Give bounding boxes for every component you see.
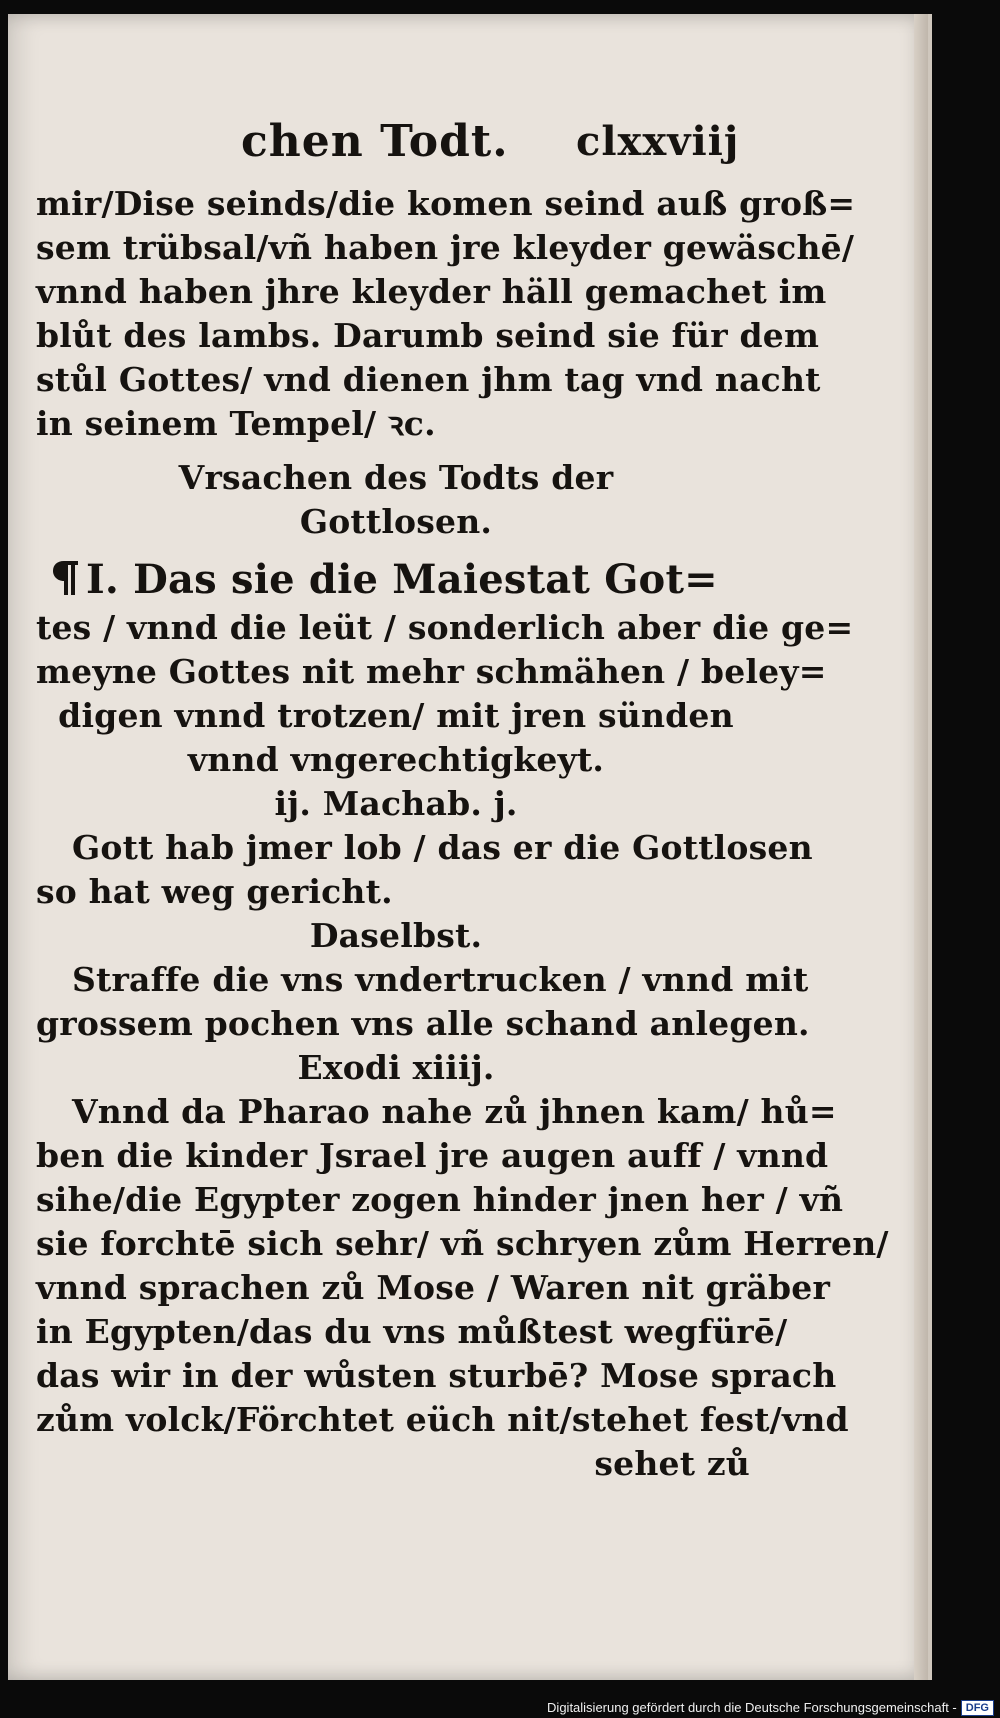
paragraph-text: I. Das sie die Maiestat Got= <box>86 556 718 603</box>
credit-text: Digitalisierung gefördert durch die Deutsche Forschungsgemeinschaft - <box>547 1700 957 1715</box>
folio-number: clxxviij <box>576 118 740 165</box>
running-head: chen Todt. <box>241 116 509 167</box>
numbered-paragraph-first-line <box>36 554 756 606</box>
book-page <box>8 14 932 1680</box>
text-line: digen vnnd trotzen/ mit jren sünden <box>58 696 734 735</box>
scripture-reference: Daselbst. <box>309 916 483 955</box>
section-heading: Vrsachen des Todts der <box>178 458 614 497</box>
text-line: blůt des lambs. Darumb seind sie für dem <box>36 316 820 355</box>
digitization-credit <box>547 1700 994 1716</box>
text-line: zům volck/Förchtet eüch nit/stehet fest/vnd <box>36 1400 849 1439</box>
text-line: tes / vnnd die leüt / sonderlich aber die ge= <box>36 608 854 647</box>
page-header <box>36 106 756 176</box>
text-line: grossem pochen vns alle schand anlegen. <box>36 1004 810 1043</box>
text-line: Vnnd da Pharao nahe zů jhnen kam/ hů= <box>72 1092 837 1131</box>
text-line: vnnd sprachen zů Mose / Waren nit gräber <box>36 1268 831 1307</box>
text-line: sihe/die Egypter zogen hinder jnen her / vñ <box>36 1180 844 1219</box>
scripture-reference: Exodi xiiij. <box>297 1048 495 1087</box>
dfg-logo: DFG <box>961 1700 994 1716</box>
text-line: vnnd haben jhre kleyder häll gemachet im <box>36 272 827 311</box>
text-line: sem trübsal/vñ haben jre kleyder gewäschē/ <box>36 228 855 267</box>
text-line: in Egypten/das du vns můßtest wegfürē/ <box>36 1312 788 1351</box>
text-line: Gott hab jmer lob / das er die Gottlosen <box>72 828 813 867</box>
text-line: in seinem Tempel/ ꝛc. <box>36 404 436 443</box>
text-line: das wir in der wůsten sturbē? Mose sprach <box>36 1356 837 1395</box>
text-line: stůl Gottes/ vnd dienen jhm tag vnd nacht <box>36 360 821 399</box>
catchword: sehet zů <box>594 1444 750 1483</box>
page-edge <box>914 14 928 1680</box>
text-line: mir/Dise seinds/die komen seind auß groß= <box>36 184 856 223</box>
scripture-reference: ij. Machab. j. <box>274 784 518 823</box>
text-line: so hat weg gericht. <box>36 872 393 911</box>
text-line: ben die kinder Jsrael jre augen auff / vnnd <box>36 1136 829 1175</box>
text-line: sie forchtē sich sehr/ vñ schryen zům Herren/ <box>36 1224 889 1263</box>
page-text-block <box>36 106 889 1486</box>
section-heading: Gottlosen. <box>299 502 493 541</box>
pilcrow-icon <box>52 559 80 597</box>
text-line: Straffe die vns vndertrucken / vnnd mit <box>72 960 809 999</box>
text-line: meyne Gottes nit mehr schmähen / beley= <box>36 652 827 691</box>
text-line: vnnd vngerechtigkeyt. <box>187 740 605 779</box>
